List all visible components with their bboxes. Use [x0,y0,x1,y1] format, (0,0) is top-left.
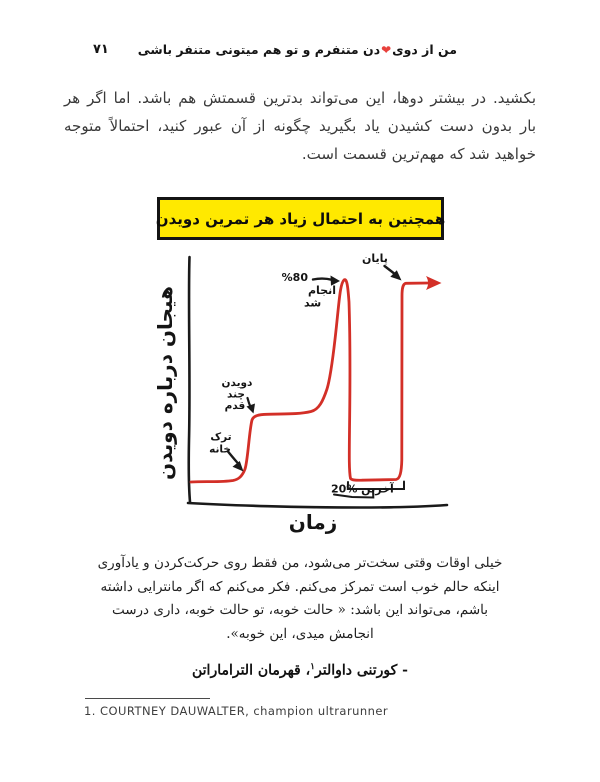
quote-line: انجامش میدی، این خوبه». [226,625,374,642]
curve-arrowhead-icon [426,276,442,290]
paragraph-line: بکشید. در بیشتر دوها، این می‌تواند بدترین قسمتش هم باشد. اما اگر هر [64,89,536,107]
y-axis [189,257,190,502]
few-steps-label-line2: چند [227,388,245,401]
leave-home-label-line1: ترک [210,431,232,443]
attribution-name: - کورتنی داوالتر [315,662,408,679]
paragraph-line: بار بدون دست کشیدن یاد بگیرید چگونه از آن عبور کنید، احتمالاً متوجه [64,117,536,135]
quote-attribution [95,656,505,683]
running-head-part2: دن متنفرم و تو هم میتونی متنفر باشی [137,42,381,57]
y-axis-label: هیجان درباره دویدن [153,286,177,480]
arrow-few-steps-head-icon [247,404,256,414]
footnote-divider [85,698,210,699]
running-head-part1: من از دوی [392,42,457,57]
excitement-time-chart [135,245,470,540]
x-axis-label: زمان [288,510,338,534]
last20-label: آخرین %20 [331,482,394,496]
few-steps-label-line1: دویدن [221,377,253,389]
attribution-rest: ، قهرمان التراماراتن [192,662,311,679]
page-number: ٧١ [93,42,109,57]
leave-home-label-line2: خانه [209,443,231,456]
running-head-title [137,42,457,57]
x-axis [188,503,447,508]
quote-line: باشم، می‌تواند این باشد: « حالت خوبه، تو حالت خوبه، داری درست [111,602,489,618]
figure-title-box [157,197,444,240]
quote-line: خیلی اوقات وقتی سخت‌تر می‌شود، من فقط روی حرکت‌کردن و یادآوری [97,555,503,571]
quote-line: اینکه حالم خوب است تمرکز می‌کنم. فکر می‌کنم که اگر مانترایی داشته [100,578,500,595]
body-paragraph [64,84,536,168]
done80-label-line2: انجام [308,284,337,297]
done80-label-line3: شد [304,296,322,310]
few-steps-label-line3: قدم [224,400,246,412]
heart-icon: ❤ [381,43,392,57]
finish-label: پایان [362,252,388,265]
figure-title-text: همچنین به احتمال زیاد هر تمرین دویدن [155,209,446,228]
arrow-leave-home-head-icon [233,461,244,472]
done80-label-line1: %80 [281,271,308,284]
footnote-text: 1. COURTNEY DAUWALTER, champion ultrarunner [84,704,389,718]
arrow-80-done-icon [313,279,332,280]
quote-block [95,552,505,683]
paragraph-line: خواهید شد که مهم‌ترین قسمت است. [301,145,536,163]
footnote-marker: ۱ [310,662,315,672]
